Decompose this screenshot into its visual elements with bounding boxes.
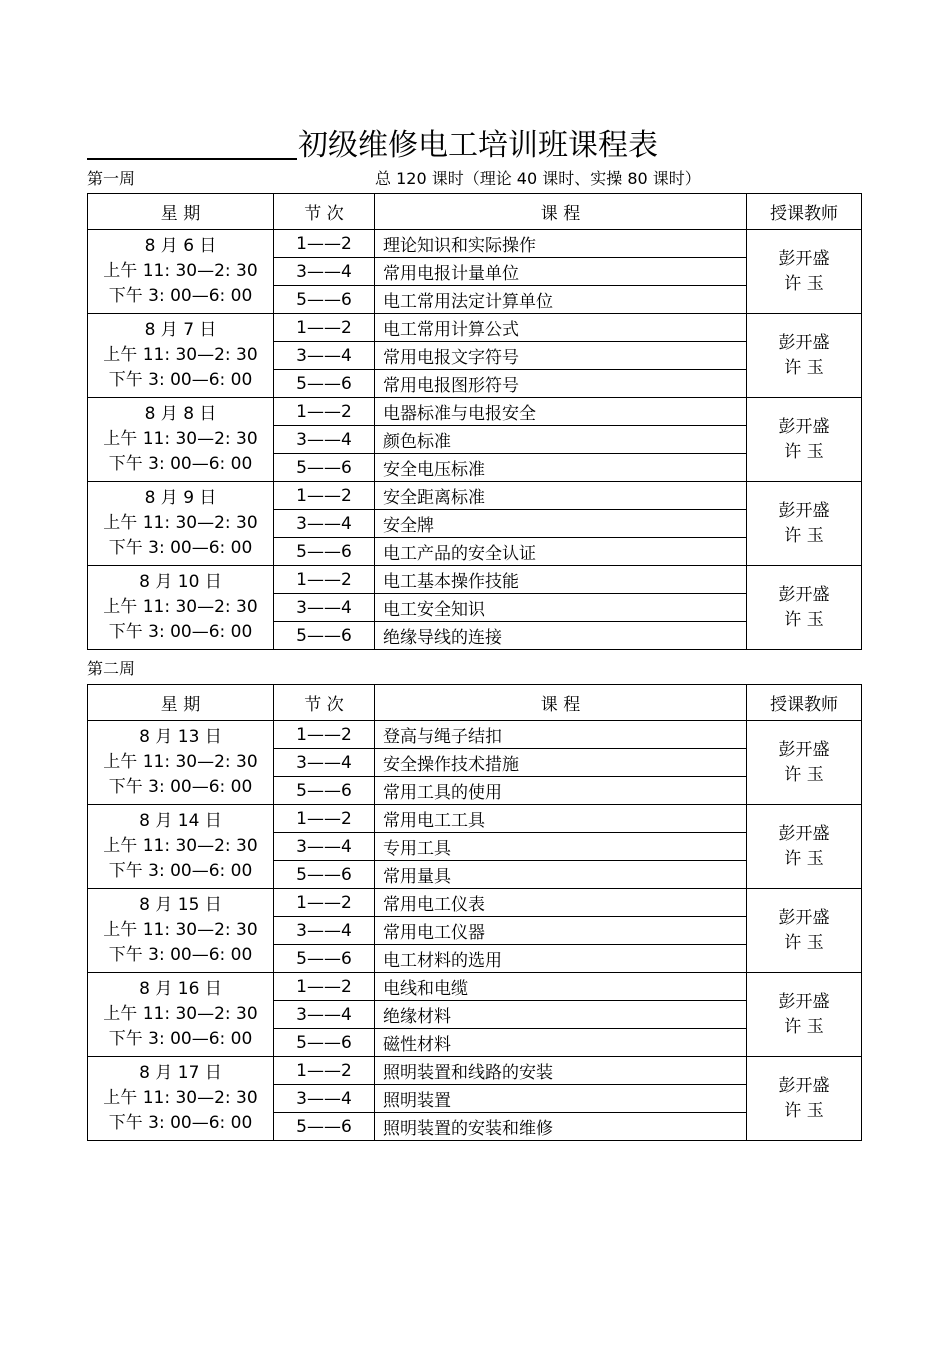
table-row [88, 314, 862, 342]
teacher-name: 许 玉 [784, 609, 824, 630]
header-slot: 节 次 [274, 685, 375, 721]
table-row [88, 805, 862, 833]
teacher-name: 许 玉 [784, 273, 824, 294]
teacher-name: 彭开盛 [778, 584, 830, 605]
slot-cell: 5——6 [274, 777, 375, 805]
slot-cell: 3——4 [274, 426, 375, 454]
day-cell [88, 314, 274, 398]
date-label: 8 月 8 日 [144, 404, 217, 424]
header-row [88, 685, 862, 721]
teacher-name: 许 玉 [784, 848, 824, 869]
table-row [88, 973, 862, 1001]
course-cell: 电工材料的选用 [375, 945, 747, 973]
slot-cell: 1——2 [274, 889, 375, 917]
day-cell [88, 973, 274, 1057]
pm-hours: 下午 3: 00—6: 00 [108, 1029, 253, 1049]
course-cell: 电线和电缆 [375, 973, 747, 1001]
teacher-name: 彭开盛 [778, 248, 830, 269]
course-cell: 常用量具 [375, 861, 747, 889]
teacher-name: 彭开盛 [778, 332, 830, 353]
header-slot: 节 次 [274, 194, 375, 230]
teacher-name: 许 玉 [784, 1100, 824, 1121]
course-cell: 常用电工仪表 [375, 889, 747, 917]
table-row [88, 398, 862, 426]
teacher-name: 许 玉 [784, 525, 824, 546]
course-cell: 绝缘导线的连接 [375, 622, 747, 650]
am-hours: 上午 11: 30—2: 30 [103, 1004, 258, 1024]
course-cell: 电工基本操作技能 [375, 566, 747, 594]
teacher-cell [747, 230, 862, 314]
teacher-cell [747, 805, 862, 889]
slot-cell: 1——2 [274, 398, 375, 426]
table-row [88, 482, 862, 510]
header-teacher: 授课教师 [747, 685, 862, 721]
schedule-table-week-2 [87, 684, 862, 1141]
slot-cell: 5——6 [274, 622, 375, 650]
teacher-name: 许 玉 [784, 932, 824, 953]
course-cell: 磁性材料 [375, 1029, 747, 1057]
day-cell [88, 482, 274, 566]
course-cell: 安全电压标准 [375, 454, 747, 482]
slot-cell: 3——4 [274, 342, 375, 370]
slot-cell: 3——4 [274, 917, 375, 945]
teacher-cell [747, 314, 862, 398]
teacher-cell [747, 566, 862, 650]
slot-cell: 3——4 [274, 749, 375, 777]
header-course: 课 程 [375, 685, 747, 721]
header-day: 星 期 [88, 685, 274, 721]
schedule-table-week-1 [87, 193, 862, 650]
date-label: 8 月 10 日 [139, 572, 222, 592]
slot-cell: 1——2 [274, 566, 375, 594]
pm-hours: 下午 3: 00—6: 00 [108, 622, 253, 642]
teacher-name: 许 玉 [784, 1016, 824, 1037]
course-cell: 登高与绳子结扣 [375, 721, 747, 749]
slot-cell: 1——2 [274, 1057, 375, 1085]
title-underline [87, 158, 297, 160]
teacher-name: 许 玉 [784, 441, 824, 462]
am-hours: 上午 11: 30—2: 30 [103, 345, 258, 365]
teacher-name: 彭开盛 [778, 500, 830, 521]
slot-cell: 5——6 [274, 861, 375, 889]
table-row [88, 721, 862, 749]
slot-cell: 3——4 [274, 833, 375, 861]
course-cell: 电工常用计算公式 [375, 314, 747, 342]
course-cell: 照明装置的安装和维修 [375, 1113, 747, 1141]
slot-cell: 1——2 [274, 805, 375, 833]
slot-cell: 3——4 [274, 1085, 375, 1113]
course-cell: 颜色标准 [375, 426, 747, 454]
table-row [88, 566, 862, 594]
slot-cell: 5——6 [274, 454, 375, 482]
pm-hours: 下午 3: 00—6: 00 [108, 861, 253, 881]
header-course: 课 程 [375, 194, 747, 230]
teacher-name: 许 玉 [784, 764, 824, 785]
slot-cell: 5——6 [274, 945, 375, 973]
slot-cell: 1——2 [274, 973, 375, 1001]
week-label: 第一周 [87, 169, 136, 188]
day-cell [88, 721, 274, 805]
am-hours: 上午 11: 30—2: 30 [103, 1088, 258, 1108]
teacher-cell [747, 482, 862, 566]
slot-cell: 1——2 [274, 230, 375, 258]
teacher-name: 许 玉 [784, 357, 824, 378]
slot-cell: 1——2 [274, 721, 375, 749]
am-hours: 上午 11: 30—2: 30 [103, 261, 258, 281]
course-cell: 安全操作技术措施 [375, 749, 747, 777]
teacher-name: 彭开盛 [778, 991, 830, 1012]
table-row [88, 889, 862, 917]
teacher-cell [747, 1057, 862, 1141]
teacher-name: 彭开盛 [778, 416, 830, 437]
course-cell: 绝缘材料 [375, 1001, 747, 1029]
day-cell [88, 566, 274, 650]
am-hours: 上午 11: 30—2: 30 [103, 752, 258, 772]
pm-hours: 下午 3: 00—6: 00 [108, 454, 253, 474]
teacher-cell [747, 973, 862, 1057]
page-title: 初级维修电工培训班课程表 [298, 128, 658, 163]
date-label: 8 月 15 日 [139, 895, 222, 915]
week-label: 第二周 [87, 659, 136, 678]
total-hours: 总 120 课时（理论 40 课时、实操 80 课时） [375, 169, 701, 188]
slot-cell: 5——6 [274, 286, 375, 314]
teacher-name: 彭开盛 [778, 823, 830, 844]
course-cell: 照明装置和线路的安装 [375, 1057, 747, 1085]
course-cell: 常用工具的使用 [375, 777, 747, 805]
course-cell: 常用电工仪器 [375, 917, 747, 945]
course-cell: 电工产品的安全认证 [375, 538, 747, 566]
course-cell: 安全牌 [375, 510, 747, 538]
teacher-cell [747, 398, 862, 482]
course-cell: 理论知识和实际操作 [375, 230, 747, 258]
course-cell: 专用工具 [375, 833, 747, 861]
table-row [88, 230, 862, 258]
pm-hours: 下午 3: 00—6: 00 [108, 286, 253, 306]
day-cell [88, 1057, 274, 1141]
day-cell [88, 889, 274, 973]
teacher-cell [747, 721, 862, 805]
am-hours: 上午 11: 30—2: 30 [103, 836, 258, 856]
course-cell: 电工安全知识 [375, 594, 747, 622]
slot-cell: 5——6 [274, 370, 375, 398]
slot-cell: 3——4 [274, 510, 375, 538]
teacher-name: 彭开盛 [778, 907, 830, 928]
course-cell: 常用电工工具 [375, 805, 747, 833]
am-hours: 上午 11: 30—2: 30 [103, 429, 258, 449]
slot-cell: 5——6 [274, 1029, 375, 1057]
pm-hours: 下午 3: 00—6: 00 [108, 370, 253, 390]
teacher-name: 彭开盛 [778, 739, 830, 760]
date-label: 8 月 6 日 [144, 236, 217, 256]
pm-hours: 下午 3: 00—6: 00 [108, 538, 253, 558]
course-cell: 常用电报图形符号 [375, 370, 747, 398]
teacher-name: 彭开盛 [778, 1075, 830, 1096]
course-cell: 照明装置 [375, 1085, 747, 1113]
am-hours: 上午 11: 30—2: 30 [103, 513, 258, 533]
slot-cell: 5——6 [274, 538, 375, 566]
slot-cell: 5——6 [274, 1113, 375, 1141]
date-label: 8 月 16 日 [139, 979, 222, 999]
course-cell: 常用电报文字符号 [375, 342, 747, 370]
slot-cell: 3——4 [274, 258, 375, 286]
am-hours: 上午 11: 30—2: 30 [103, 597, 258, 617]
slot-cell: 1——2 [274, 314, 375, 342]
slot-cell: 3——4 [274, 594, 375, 622]
day-cell [88, 230, 274, 314]
date-label: 8 月 17 日 [139, 1063, 222, 1083]
am-hours: 上午 11: 30—2: 30 [103, 920, 258, 940]
header-row [88, 194, 862, 230]
slot-cell: 1——2 [274, 482, 375, 510]
course-cell: 常用电报计量单位 [375, 258, 747, 286]
day-cell [88, 398, 274, 482]
teacher-cell [747, 889, 862, 973]
pm-hours: 下午 3: 00—6: 00 [108, 1113, 253, 1133]
table-row [88, 1057, 862, 1085]
day-cell [88, 805, 274, 889]
pm-hours: 下午 3: 00—6: 00 [108, 945, 253, 965]
header-teacher: 授课教师 [747, 194, 862, 230]
course-cell: 电器标准与电报安全 [375, 398, 747, 426]
slot-cell: 3——4 [274, 1001, 375, 1029]
course-cell: 电工常用法定计算单位 [375, 286, 747, 314]
date-label: 8 月 13 日 [139, 727, 222, 747]
pm-hours: 下午 3: 00—6: 00 [108, 777, 253, 797]
date-label: 8 月 14 日 [139, 811, 222, 831]
header-day: 星 期 [88, 194, 274, 230]
course-cell: 安全距离标准 [375, 482, 747, 510]
date-label: 8 月 9 日 [144, 488, 217, 508]
date-label: 8 月 7 日 [144, 320, 217, 340]
